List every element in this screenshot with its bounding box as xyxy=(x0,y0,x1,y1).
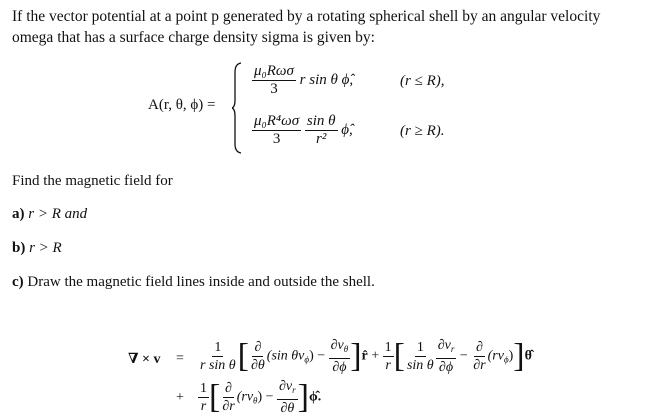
potential-lhs: A(r, θ, ϕ) = xyxy=(148,97,216,113)
t2-b-num: ∂v xyxy=(437,338,451,353)
case2-denominator2: r² xyxy=(316,131,327,147)
case1-condition: (r ≤ R), xyxy=(400,73,445,89)
t2-coef-den: r xyxy=(385,358,391,373)
case2-numerator: μ₀R⁴ωσ xyxy=(254,113,300,129)
curl-equals: = xyxy=(176,351,184,366)
t2-c-num: ∂ xyxy=(475,340,483,355)
potential-case2 xyxy=(252,114,353,147)
part-c xyxy=(12,274,375,291)
part-b-label: b) xyxy=(12,240,26,256)
curl-lhs: ∇ × v xyxy=(128,352,161,367)
t3-coef-num: 1 xyxy=(200,381,207,396)
t2-c-sub: ϕ xyxy=(503,354,509,365)
part-a xyxy=(12,206,87,223)
case1-tail: r sin θ ϕ̂, xyxy=(299,71,354,88)
case2-tail: ϕ̂, xyxy=(341,121,353,138)
case1-denominator: 3 xyxy=(270,81,278,97)
t2-a-num: 1 xyxy=(416,340,424,355)
part-a-label: a) xyxy=(12,206,25,222)
t1-d1-sub: ϕ xyxy=(304,354,310,365)
t2-a-den: sin θ xyxy=(406,358,434,373)
curl-line2: $\frac{1}{r}$ [ $\frac{\partial}{\partial r}$ $(rv_\theta)$ − $\frac{\partial v_r}{\partial\theta}$ ]ϕ̂. xyxy=(200,378,322,416)
t3-b-den: ∂θ xyxy=(280,401,295,416)
t1-coef-den: r sin θ xyxy=(200,358,236,373)
curl-line1: $\frac{1}{\text{r sin θ}}$ [ $\frac{\partial}{\partial\theta}$ (sin $\theta v_\phi$) − $\frac{\partial v_\theta}{\partial\phi}$ ]r̂ + $\frac{1}{r}$ [ $\frac{1}{\text{sin θ}}$ $\frac{\partial v_r}{\partial\phi}$ − $\frac{\partial}{\partial r}$ $(rv_\phi)]\thetâ$ xyxy=(200,337,532,375)
t2-c-arg: (rv xyxy=(487,348,504,364)
t1-d1-num: ∂ xyxy=(254,340,262,355)
t3-a-sub: θ xyxy=(253,395,258,406)
case2-numerator2: sin θ xyxy=(306,113,336,129)
t3-b-num: ∂v xyxy=(279,379,293,394)
find-text: Find the magnetic field for xyxy=(12,173,173,189)
t1-d1-den: ∂θ xyxy=(251,358,265,373)
part-b-text: r > R xyxy=(29,240,62,256)
potential-case1 xyxy=(252,64,353,97)
left-brace xyxy=(232,62,242,154)
t2-b-den: ∂ϕ xyxy=(438,360,454,375)
t3-a-arg: (rv xyxy=(236,389,254,405)
case2-condition: (r ≥ R). xyxy=(400,123,445,139)
t1-d2-den: ∂ϕ xyxy=(332,360,347,375)
t2-c-den: ∂r xyxy=(473,358,486,373)
problem-intro: If the vector potential at a point p generated by a rotating spherical shell by an angular velocity omega that has a surface charge density sigma is given by: xyxy=(12,8,601,46)
t2-coef-num: 1 xyxy=(384,340,392,355)
phi-hat-unit: ϕ̂. xyxy=(309,389,322,405)
t2-b-sub: r xyxy=(450,344,455,354)
part-a-text: r > R and xyxy=(28,206,88,222)
theta-hat-unit: θ̂ xyxy=(524,348,532,364)
t3-b-sub: r xyxy=(292,385,296,395)
t1-d1-arg: (sin θv xyxy=(266,348,305,364)
curl-plus: + xyxy=(176,390,184,405)
r-hat-unit: r̂ xyxy=(361,348,368,364)
part-c-text: Draw the magnetic field lines inside and outside the shell. xyxy=(27,274,375,290)
t3-a-den: ∂r xyxy=(222,399,235,414)
t1-coef-num: 1 xyxy=(214,340,222,355)
t1-d2-num: ∂v xyxy=(330,338,344,353)
part-b xyxy=(12,240,62,257)
part-c-label: c) xyxy=(12,274,24,290)
t3-coef-den: r xyxy=(200,399,207,414)
case2-denominator: 3 xyxy=(272,131,281,147)
t1-d2-sub: θ xyxy=(343,344,349,354)
case1-numerator: μ₀Rωσ xyxy=(254,63,294,79)
t3-a-num: ∂ xyxy=(225,381,232,396)
